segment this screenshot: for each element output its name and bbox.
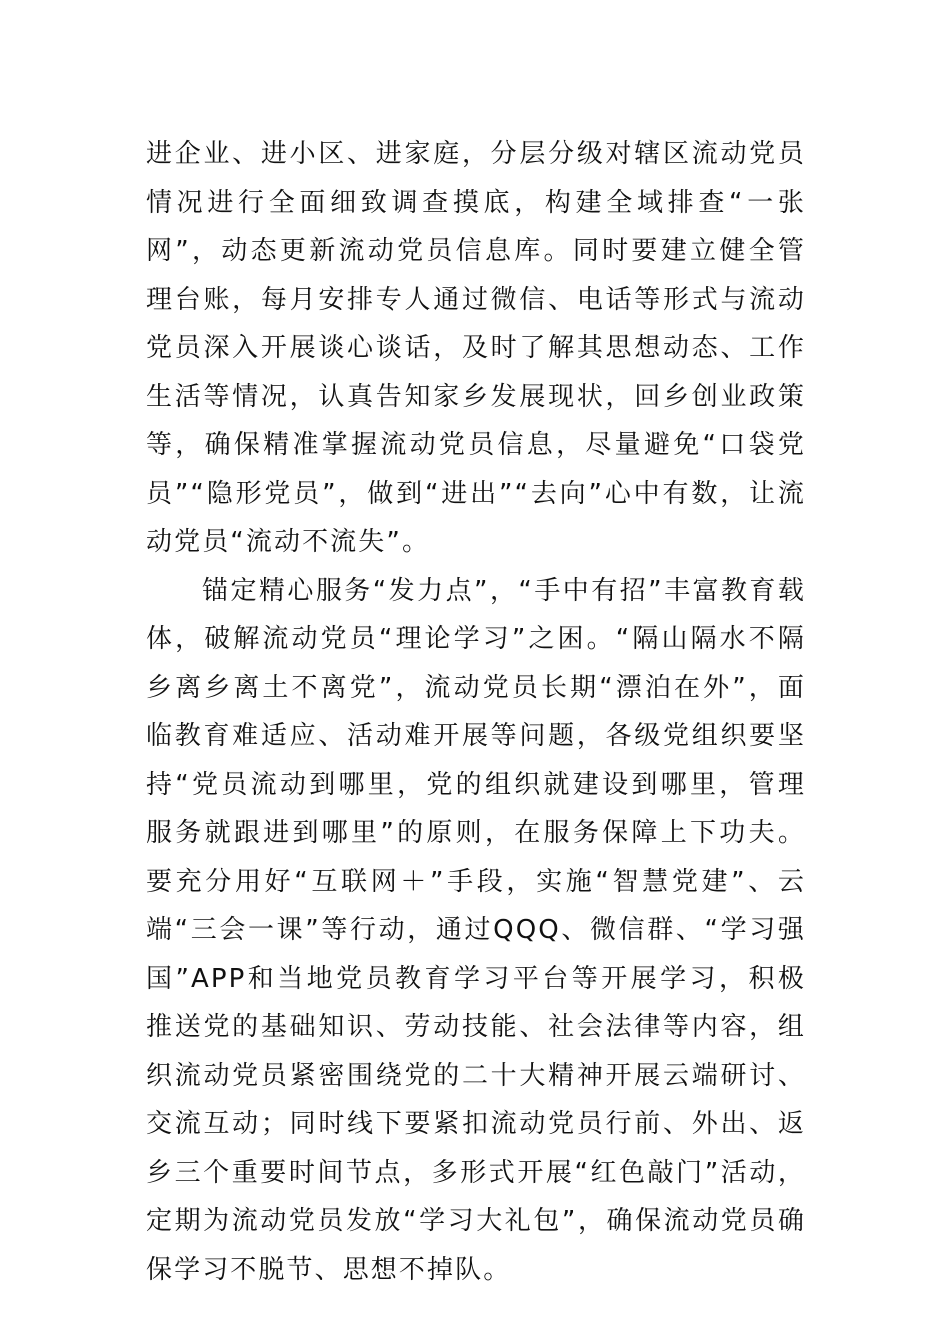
paragraph-service-focus: 锚定精心服务“发力点”，“手中有招”丰富教育载体，破解流动党员“理论学习”之困。“隔山隔水不隔乡离乡离土不离党”，流动党员长期“漂泊在外”，面临教育难适应、活动难开展等问题，各级党组织要坚持“党员流动到哪里，党的组织就建设到哪里，管理服务就跟进到哪里”的原则，在服务保障上下功夫。要充分用好“互联网＋”手段，实施“智慧党建”、云端“三会一课”等行动，通过QQQ、微信群、“学习强国”APP和当地党员教育学习平台等开展学习，积极推送党的基础知识、劳动技能、社会法律等内容，组织流动党员紧密围绕党的二十大精神开展云端研讨、交流互动；同时线下要紧扣流动党员行前、外出、返乡三个重要时间节点，多形式开展“红色敲门”活动，定期为流动党员发放“学习大礼包”，确保流动党员确保学习不脱节、思想不掉队。 (146, 575, 806, 1285)
paragraph-continued: 进企业、进小区、进家庭，分层分级对辖区流动党员情况进行全面细致调查摸底，构建全域排查“一张网”，动态更新流动党员信息库。同时要建立健全管理台账，每月安排专人通过微信、电话等形式与流动党员深入开展谈心谈话，及时了解其思想动态、工作生活等情况，认真告知家乡发展现状，回乡创业政策等，确保精准掌握流动党员信息，尽量避免“口袋党员”“隐形党员”，做到“进出”“去向”心中有数，让流动党员“流动不流失”。 (146, 139, 806, 557)
document-body (146, 130, 806, 1294)
